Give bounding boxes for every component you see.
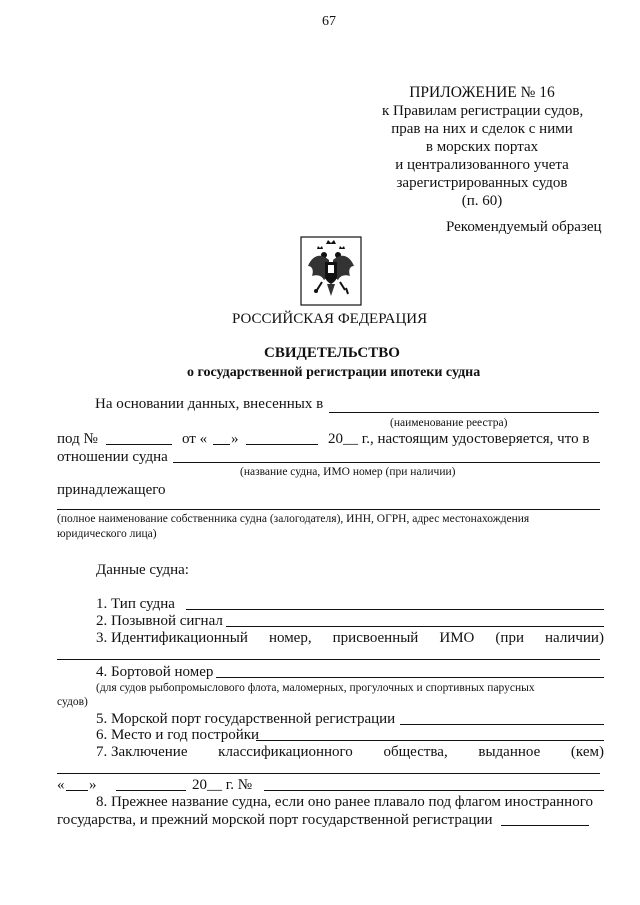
imo-field[interactable] (57, 659, 600, 660)
from-open: от « (182, 431, 208, 447)
build-place-field[interactable] (256, 740, 604, 741)
month-field[interactable] (246, 444, 318, 445)
date-day-field[interactable] (66, 790, 88, 791)
date-year-text: 20__ г. № (192, 777, 253, 793)
vessel-type-label: 1. Тип судна (96, 596, 175, 612)
imo-label-part: наличии) (545, 630, 604, 646)
appendix-line: прав на них и сделок с ними (391, 121, 573, 137)
call-sign-label: 2. Позывной сигнал (96, 613, 223, 629)
imo-label-part: 3. Идентификационный (96, 630, 248, 646)
appendix-line: зарегистрированных судов (396, 175, 568, 191)
appendix-line: в морских портах (425, 139, 539, 155)
call-sign-field[interactable] (226, 626, 604, 627)
port-field[interactable] (400, 724, 604, 725)
certificate-number-field[interactable] (264, 790, 604, 791)
year-text: 20__ г., настоящим удостоверяется, что в (328, 431, 590, 447)
classification-field[interactable] (57, 773, 600, 774)
classification-row (96, 744, 604, 761)
owner-field[interactable] (57, 509, 600, 510)
number-field[interactable] (106, 444, 172, 445)
former-name-text: государства, и прежний морской порт государственной регистрации (57, 812, 493, 828)
document-title: СВИДЕТЕЛЬСТВО (264, 345, 400, 361)
side-number-note: судов) (57, 696, 88, 708)
page-number: 67 (322, 14, 336, 29)
imo-label-part: номер, (268, 630, 312, 646)
side-number-field[interactable] (216, 677, 604, 678)
day-field[interactable] (213, 444, 230, 445)
belonging-label: принадлежащего (57, 482, 166, 498)
under-number-label: под № (57, 431, 98, 447)
build-place-label: 6. Место и год постройки (96, 727, 260, 743)
owner-caption: (полное наименование собственника судна (залогодателя), ИНН, ОГРН, адрес местонахождения (57, 513, 530, 525)
imo-label-part: ИМО (439, 630, 475, 646)
vessel-data-heading: Данные судна: (96, 562, 189, 578)
former-name-text: 8. Прежнее название судна, если оно ранее плавало под флагом иностранного (96, 794, 593, 810)
russian-coat-of-arms-icon (300, 236, 362, 306)
vessel-caption: (название судна, ИМО номер (при наличии) (240, 466, 456, 478)
appendix-line: к Правилам регистрации судов, (382, 103, 584, 119)
classification-label-part: общества, (383, 744, 448, 760)
from-close: » (231, 431, 239, 447)
vessel-type-field[interactable] (186, 609, 604, 610)
registry-field[interactable] (329, 412, 599, 413)
classification-label-part: (кем) (570, 744, 604, 760)
appendix-title: ПРИЛОЖЕНИЕ № 16 (409, 84, 555, 101)
classification-label-part: классификационного (218, 744, 353, 760)
date-month-field[interactable] (116, 790, 186, 791)
basis-text: На основании данных, внесенных в (95, 396, 324, 412)
recommended-sample: Рекомендуемый образец (446, 219, 602, 235)
appendix-line: (п. 60) (461, 193, 503, 209)
date-open: « (57, 777, 65, 793)
document-subtitle: о государственной регистрации ипотеки судна (187, 365, 481, 380)
country-name: РОССИЙСКАЯ ФЕДЕРАЦИЯ (232, 311, 428, 327)
classification-label-part: выданное (478, 744, 541, 760)
classification-label-part: 7. Заключение (96, 744, 188, 760)
imo-label-part: (при (495, 630, 524, 646)
date-close: » (89, 777, 97, 793)
vessel-field[interactable] (173, 462, 600, 463)
port-label: 5. Морской порт государственной регистрации (96, 711, 396, 727)
side-number-note: (для судов рыбопромыслового флота, маломерных, прогулочных и спортивных парусных (96, 682, 535, 694)
side-number-label: 4. Бортовой номер (96, 664, 214, 680)
appendix-block (382, 84, 582, 210)
regarding-label: отношении судна (57, 449, 168, 465)
imo-row (96, 630, 604, 647)
owner-caption: юридического лица) (57, 528, 157, 540)
appendix-line: и централизованного учета (395, 157, 569, 173)
former-name-field[interactable] (501, 825, 589, 826)
imo-label-part: присвоенный (332, 630, 419, 646)
registry-caption: (наименование реестра) (390, 417, 508, 429)
